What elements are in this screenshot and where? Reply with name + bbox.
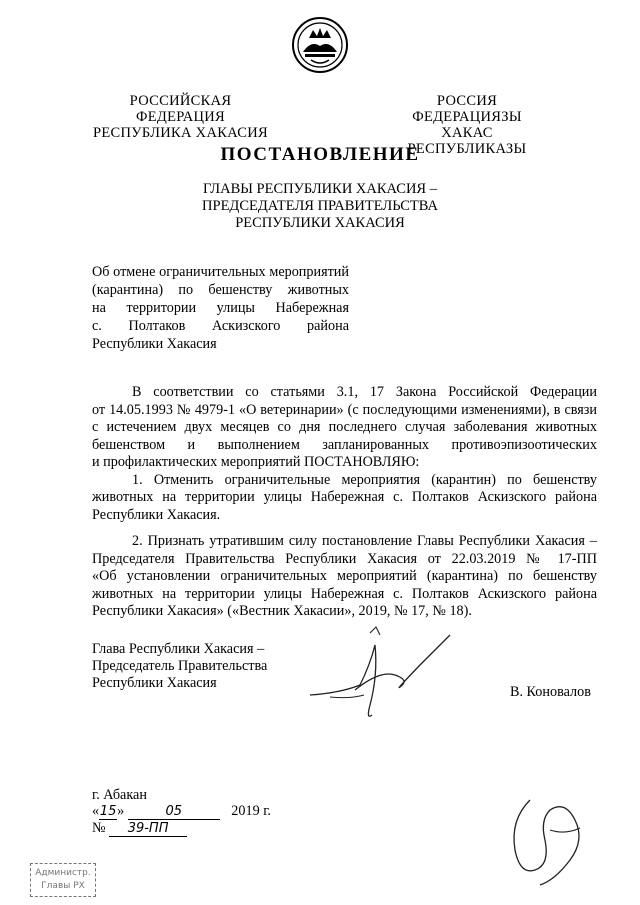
body-line: «Об установлении ограничительных мероприятий (карантина) по бешенству (92, 568, 597, 584)
handwritten-signature (300, 625, 460, 725)
body-line: животных на территории улицы Набережная с. Полтаков Аскизского района (92, 585, 597, 602)
subject-line: на территории улицы Набережная (92, 300, 349, 316)
handwritten-flourish (490, 780, 600, 890)
header-right-line-2: ХАКАС РЕСПУБЛИКАЗЫ (407, 125, 527, 157)
subject-line: с. Полтаков Аскизского района (92, 318, 349, 334)
body-line: 1. Отменить ограничительные мероприятия (карантин) по бешенству (132, 471, 597, 488)
date-month: 05 (128, 805, 220, 820)
registration-stamp (30, 863, 96, 897)
stamp-line: Главы РХ (41, 881, 85, 891)
paragraph-preamble (92, 384, 597, 472)
document-body (92, 384, 597, 621)
subject-line: Об отмене ограничительных мероприятий (92, 264, 349, 280)
body-line: 2. Признать утратившим силу постановление Главы Республики Хакасия – (132, 533, 597, 549)
date-day: 15 (99, 804, 117, 819)
number-value: 39-ПП (109, 822, 187, 837)
subtitle-line-2: ПРЕДСЕДАТЕЛЯ ПРАВИТЕЛЬСТВА (202, 198, 438, 214)
body-line: Республики Хакасия» («Вестник Хакасии», 2019, № 17, № 18). (92, 603, 472, 619)
document-number (92, 820, 187, 837)
signatory-title-line: Председатель Правительства (92, 658, 268, 674)
body-line: В соответствии со статьями 3.1, 17 Закона Российской Федерации (132, 384, 597, 400)
body-line: с истечением двух месяцев со дня последнего случая заболевания животных (92, 419, 597, 435)
body-line: и профилактических мероприятий ПОСТАНОВЛЯЮ: (92, 454, 420, 470)
paragraph-item-1 (92, 472, 597, 525)
document-subject (92, 263, 349, 353)
header-right-line-1: РОССИЯ ФЕДЕРАЦИЯЗЫ (412, 93, 522, 125)
body-line: Председателя Правительства Республики Хакасия от 22.03.2019 № 17-ПП (92, 550, 597, 567)
stamp-line: Администр. (35, 868, 91, 878)
document-title: ПОСТАНОВЛЕНИЕ (220, 144, 420, 165)
paragraph-item-2 (92, 533, 597, 621)
body-line: от 14.05.1993 № 4979-1 «О ветеринарии» (с последующими изменениями), в связи (92, 401, 597, 418)
subtitle-line-3: РЕСПУБЛИКИ ХАКАСИЯ (235, 215, 405, 231)
body-line: бешенством и выполнением запланированных противоэпизоотических (92, 436, 597, 453)
subtitle-line-1: ГЛАВЫ РЕСПУБЛИКИ ХАКАСИЯ – (203, 181, 437, 197)
signatory-title-line: Республики Хакасия (92, 675, 217, 691)
header-left-line-1: РОССИЙСКАЯ ФЕДЕРАЦИЯ (129, 93, 232, 125)
body-line: животных на территории улицы Набережная с. Полтаков Аскизского района (92, 489, 597, 505)
signatory-title (92, 641, 267, 692)
header-left-line-2: РЕСПУБЛИКА ХАКАСИЯ (93, 125, 268, 141)
date-quote-close: » (117, 803, 125, 819)
subject-line: (карантина) по бешенству животных (92, 282, 349, 298)
document-date (92, 803, 271, 820)
date-quote-open: « (92, 803, 100, 819)
coat-of-arms-emblem (291, 16, 349, 74)
subject-line: Республики Хакасия (92, 336, 217, 352)
number-prefix: № (92, 820, 106, 836)
body-line: Республики Хакасия. (92, 506, 221, 523)
signatory-title-line: Глава Республики Хакасия – (92, 641, 265, 657)
header-left (88, 93, 273, 141)
document-place: г. Абакан (92, 787, 147, 803)
document-subtitle (180, 181, 460, 232)
signatory-name: В. Коновалов (510, 684, 591, 700)
date-year: 2019 г. (231, 803, 271, 819)
